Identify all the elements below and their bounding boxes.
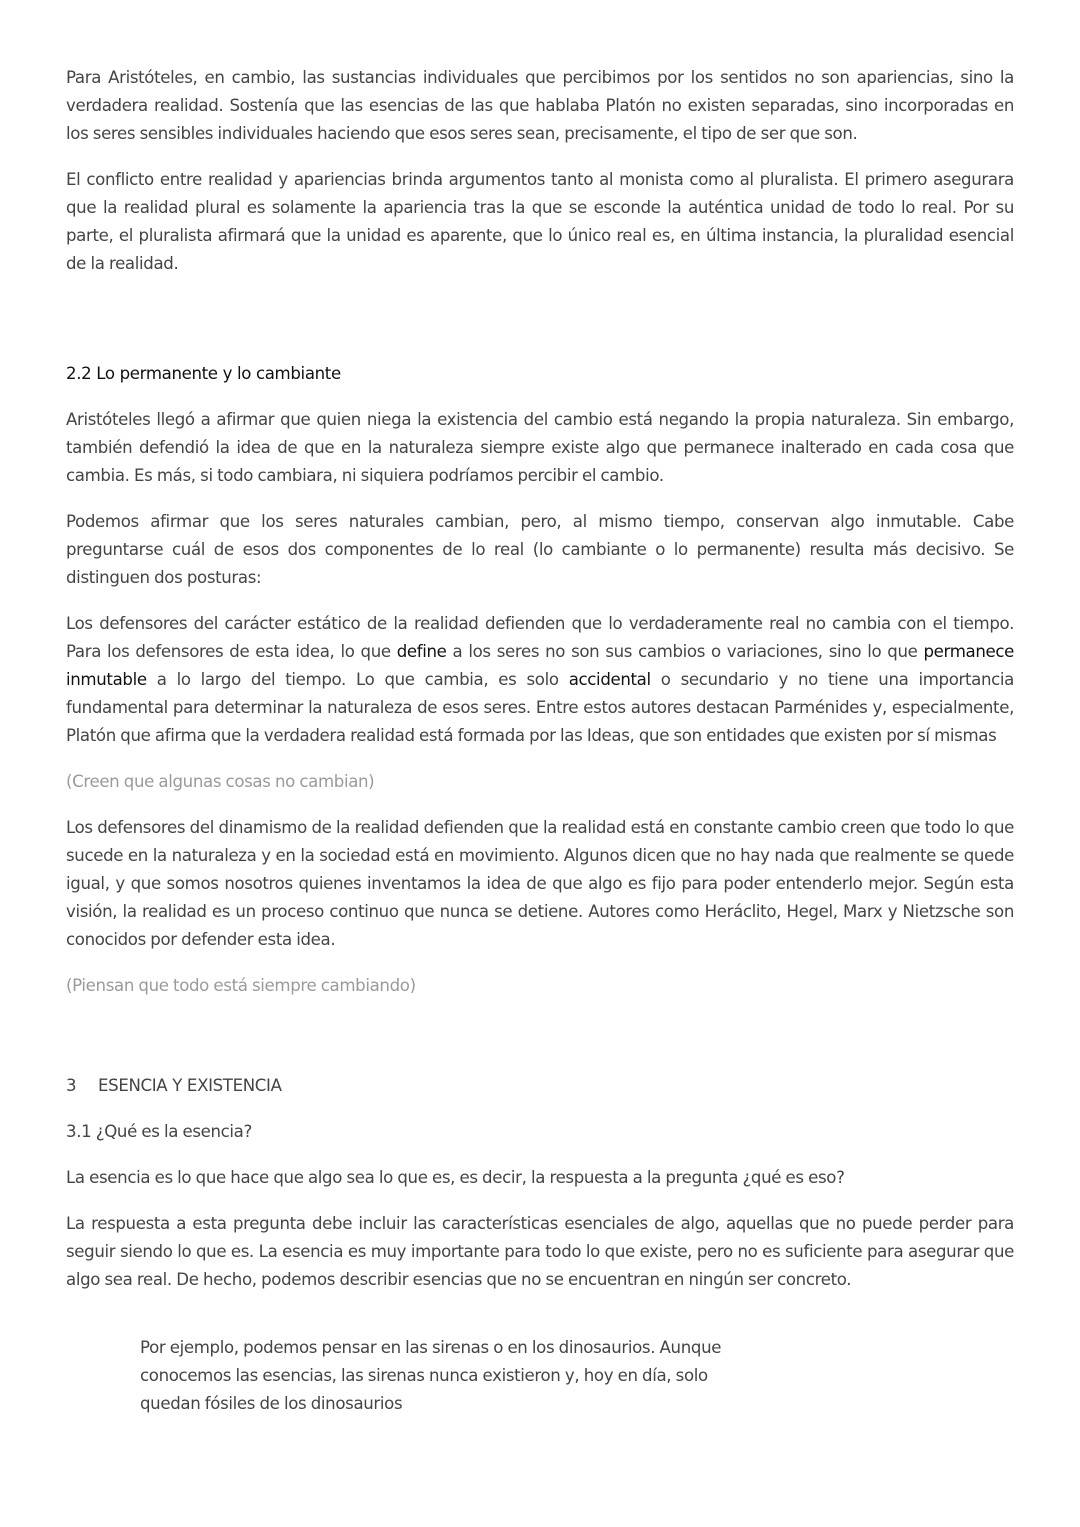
text-run: a los seres no son sus cambios o variaciones, sino lo que <box>446 642 924 661</box>
text-run: Los defensores del carácter estático de la realidad defienden que lo verdaderamente real no cambia con el tiempo. Para los defensores de esta idea, lo que <box>66 614 1014 661</box>
paragraph-definicion-esencia: La esencia es lo que hace que algo sea lo que es, es decir, la respuesta a la pregunta ¿qué es eso? <box>66 1168 845 1187</box>
paragraph-dinamismo: Los defensores del dinamismo de la realidad defienden que la realidad está en constante cambio creen que todo lo que sucede en la naturaleza y en la sociedad está en movimiento. Algunos dicen que no hay nada que realmente se quede igual, y que somos nosotros quienes inventamos la idea de que algo es fijo para poder entenderlo mejor. Según esta visión, la realidad es un proceso continuo que nunca se detiene. Autores como Heráclito, Hegel, Marx y Nietzsche son conocidos por defender esta idea. <box>66 818 1014 949</box>
example-text: Por ejemplo, podemos pensar en las sirenas o en los dinosaurios. Aunque conocemos las esencias, las sirenas nunca existieron y, hoy en día, solo quedan fósiles de los dinosaurios <box>140 1338 722 1413</box>
paragraph-caracteristicas-esenciales: La respuesta a esta pregunta debe incluir las características esenciales de algo, aquellas que no puede perder para seguir siendo lo que es. La esencia es muy importante para todo lo que existe, pero no es suficiente para asegurar que algo sea real. De hecho, podemos describir esencias que no se encuentran en ningún ser concreto. <box>66 1214 1014 1289</box>
section-heading-3 <box>66 1072 1014 1100</box>
paragraph-realidad-apariencias: El conflicto entre realidad y apariencias brinda argumentos tanto al monista como al pluralista. El primero asegurara que la realidad plural es solamente la apariencia tras la que se esconde la auténtica unidad de todo lo real. Por su parte, el pluralista afirmará que la unidad es aparente, que lo único real es, en última instancia, la pluralidad esencial de la realidad. <box>66 170 1014 273</box>
paragraph-aristoteles-sustancias: Para Aristóteles, en cambio, las sustancias individuales que percibimos por los sentidos no son apariencias, sino la verdadera realidad. Sostenía que las esencias de las que hablaba Platón no existen separadas, sino incorporadas en los seres sensibles individuales haciendo que esos seres sean, precisamente, el tipo de ser que son. <box>66 68 1014 143</box>
example-block <box>140 1334 760 1418</box>
spacer <box>66 296 1014 360</box>
highlight-permanece-inmutable: permanece inmutable <box>66 642 1014 689</box>
subsection-heading-3-1: 3.1 ¿Qué es la esencia? <box>66 1122 252 1141</box>
highlight-accidental: accidental <box>568 670 651 689</box>
paragraph-aristoteles-cambio: Aristóteles llegó a afirmar que quien niega la existencia del cambio está negando la propia naturaleza. Sin embargo, también defendió la idea de que en la naturaleza siempre existe algo que permanece inalterado en cada cosa que cambia. Es más, si todo cambiara, ni siquiera podríamos percibir el cambio. <box>66 410 1014 485</box>
note-no-cambian: (Creen que algunas cosas no cambian) <box>66 772 375 791</box>
document-page <box>66 64 1014 1436</box>
section-number: 3 <box>66 1076 77 1095</box>
section-heading-2-2: 2.2 Lo permanente y lo cambiante <box>66 364 341 383</box>
text-run: a lo largo del tiempo. Lo que cambia, es solo <box>146 670 569 689</box>
paragraph-dos-posturas: Podemos afirmar que los seres naturales cambian, pero, al mismo tiempo, conservan algo inmutable. Cabe preguntarse cuál de esos dos componentes de lo real (lo cambiante o lo permanente) resulta más decisivo. Se distinguen dos posturas: <box>66 512 1014 587</box>
paragraph-caracter-estatico <box>66 610 1014 750</box>
spacer <box>66 1018 1014 1072</box>
text-run: o secundario y no tiene una importancia fundamental para determinar la naturaleza de esos seres. Entre estos autores destacan Parménides y, especialmente, Platón que afirma que la verdadera realidad está formada por las Ideas, que son entidades que existen por sí mismas <box>66 670 1014 745</box>
note-siempre-cambiando: (Piensan que todo está siempre cambiando) <box>66 976 416 995</box>
highlight-define: define <box>396 642 447 661</box>
section-title: ESENCIA Y EXISTENCIA <box>98 1076 282 1095</box>
